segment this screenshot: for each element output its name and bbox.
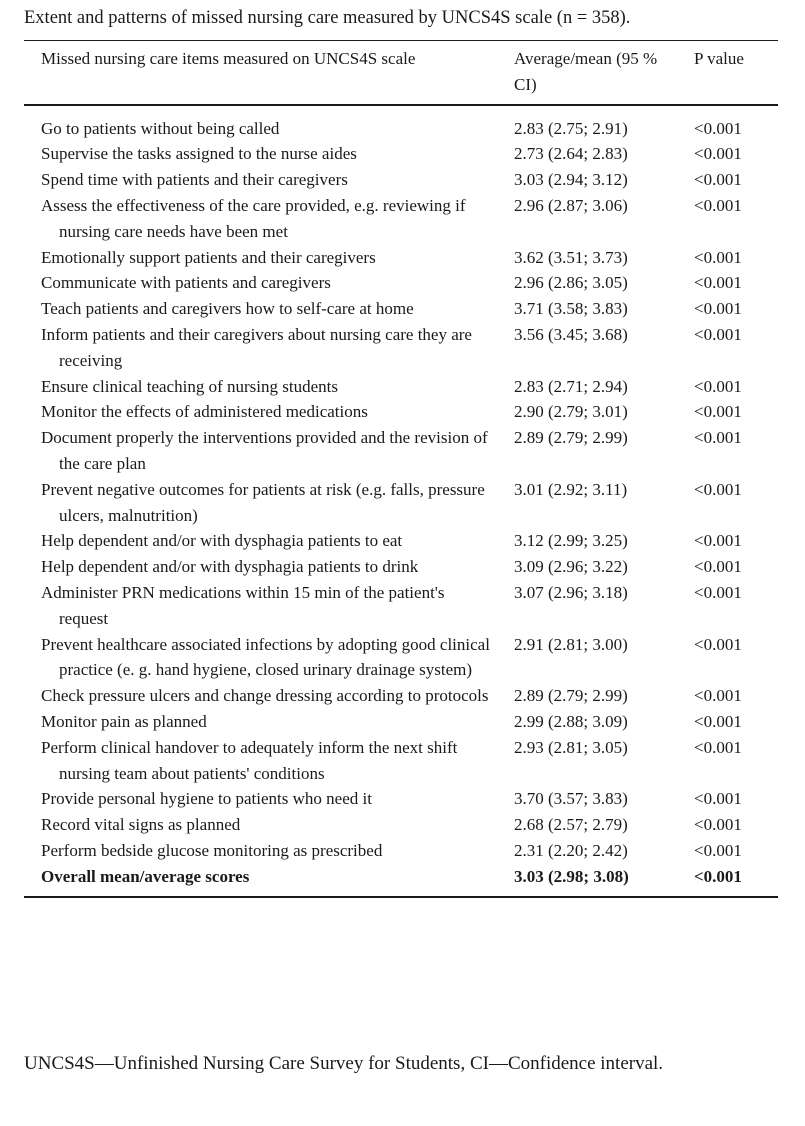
row-mean: 2.99 (2.88; 3.09) (514, 711, 628, 731)
row-mean: 2.93 (2.81; 3.05) (514, 737, 628, 757)
row-p-value: <0.001 (694, 531, 742, 551)
row-p-value: <0.001 (694, 479, 742, 499)
row-p-value: <0.001 (694, 195, 742, 215)
row-mean: 2.96 (2.86; 3.05) (514, 273, 628, 293)
row-mean: 3.03 (2.94; 3.12) (514, 170, 628, 190)
row-mean: 2.68 (2.57; 2.79) (514, 815, 628, 835)
row-item: Inform patients and their caregivers about nursing care they are receiving (41, 324, 472, 370)
table-row (24, 683, 778, 709)
row-mean: 2.96 (2.87; 3.06) (514, 195, 628, 215)
table-row (24, 709, 778, 735)
header-p-value: P value (694, 49, 744, 68)
row-mean: 3.62 (3.51; 3.73) (514, 247, 628, 267)
row-p-value: <0.001 (694, 402, 742, 422)
row-p-value: <0.001 (694, 634, 742, 654)
row-mean: 2.91 (2.81; 3.00) (514, 634, 628, 654)
row-p-value: <0.001 (694, 170, 742, 190)
table-row (24, 735, 778, 787)
table-row (24, 812, 778, 838)
row-item: Help dependent and/or with dysphagia patients to eat (41, 531, 403, 551)
row-item: Go to patients without being called (41, 118, 280, 138)
table-row (24, 270, 778, 296)
row-p-value: <0.001 (694, 789, 742, 809)
overall-p-value: <0.001 (694, 866, 742, 886)
row-item: Spend time with patients and their caregivers (41, 170, 348, 190)
row-p-value: <0.001 (694, 737, 742, 757)
row-mean: 3.56 (3.45; 3.68) (514, 324, 628, 344)
table-row (24, 425, 778, 477)
row-mean: 2.73 (2.64; 2.83) (514, 144, 628, 164)
row-mean: 3.01 (2.92; 3.11) (514, 479, 628, 499)
row-mean: 3.70 (3.57; 3.83) (514, 789, 628, 809)
table-body (24, 106, 778, 864)
row-p-value: <0.001 (694, 376, 742, 396)
row-p-value: <0.001 (694, 840, 742, 860)
row-p-value: <0.001 (694, 557, 742, 577)
row-mean: 2.90 (2.79; 3.01) (514, 402, 628, 422)
table-row (24, 296, 778, 322)
row-item: Check pressure ulcers and change dressing according to protocols (41, 686, 489, 706)
row-p-value: <0.001 (694, 299, 742, 319)
row-item: Prevent negative outcomes for patients at risk (e.g. falls, pressure ulcers, malnutrition) (41, 479, 485, 525)
table-row (24, 399, 778, 425)
row-item: Help dependent and/or with dysphagia patients to drink (41, 557, 419, 577)
header-item: Missed nursing care items measured on UNCS4S scale (41, 49, 416, 68)
overall-mean: 3.03 (2.98; 3.08) (514, 866, 629, 886)
row-mean: 3.09 (2.96; 3.22) (514, 557, 628, 577)
row-item: Administer PRN medications within 15 min of the patient's request (41, 582, 445, 628)
table-header-row (24, 41, 778, 105)
row-mean: 3.12 (2.99; 3.25) (514, 531, 628, 551)
row-item: Assess the effectiveness of the care provided, e.g. reviewing if nursing care needs have been met (41, 195, 466, 241)
row-p-value: <0.001 (694, 273, 742, 293)
row-item: Perform clinical handover to adequately inform the next shift nursing team about patients' conditions (41, 737, 458, 783)
row-mean: 2.83 (2.75; 2.91) (514, 118, 628, 138)
table-row (24, 838, 778, 864)
row-mean: 2.31 (2.20; 2.42) (514, 840, 628, 860)
row-p-value: <0.001 (694, 686, 742, 706)
row-item: Monitor the effects of administered medications (41, 402, 368, 422)
table-row (24, 554, 778, 580)
overall-item: Overall mean/average scores (41, 866, 250, 886)
row-p-value: <0.001 (694, 118, 742, 138)
row-mean: 2.83 (2.71; 2.94) (514, 376, 628, 396)
table-footnote: UNCS4S—Unfinished Nursing Care Survey for Students, CI—Confidence interval. (24, 1053, 664, 1074)
table-row (24, 786, 778, 812)
row-p-value: <0.001 (694, 711, 742, 731)
row-p-value: <0.001 (694, 428, 742, 448)
row-p-value: <0.001 (694, 815, 742, 835)
table-bottom-rule (24, 896, 778, 898)
row-mean: 3.71 (3.58; 3.83) (514, 299, 628, 319)
row-item: Monitor pain as planned (41, 711, 207, 731)
row-mean: 2.89 (2.79; 2.99) (514, 428, 628, 448)
row-item: Prevent healthcare associated infections by adopting good clinical practice (e. g. hand hygiene, closed urinary drainage system) (41, 634, 490, 680)
row-item: Document properly the interventions provided and the revision of the care plan (41, 428, 488, 473)
table-row (24, 632, 778, 684)
row-item: Ensure clinical teaching of nursing students (41, 376, 338, 396)
table-row (24, 374, 778, 400)
table-row (24, 477, 778, 529)
row-item: Teach patients and caregivers how to self-care at home (41, 299, 414, 319)
row-item: Provide personal hygiene to patients who need it (41, 789, 372, 809)
table-row-overall (24, 864, 778, 896)
table-row (24, 167, 778, 193)
table-row (24, 193, 778, 245)
row-item: Record vital signs as planned (41, 815, 241, 835)
row-p-value: <0.001 (694, 247, 742, 267)
row-mean: 2.89 (2.79; 2.99) (514, 686, 628, 706)
table-row (24, 580, 778, 632)
results-table (24, 40, 778, 898)
row-item: Supervise the tasks assigned to the nurse aides (41, 144, 357, 164)
row-mean: 3.07 (2.96; 3.18) (514, 582, 628, 602)
row-p-value: <0.001 (694, 324, 742, 344)
table-row (24, 245, 778, 271)
table-row (24, 322, 778, 374)
header-mean: Average/mean (95 % CI) (514, 49, 658, 94)
row-p-value: <0.001 (694, 144, 742, 164)
table-row (24, 141, 778, 167)
row-item: Communicate with patients and caregivers (41, 273, 331, 293)
row-p-value: <0.001 (694, 582, 742, 602)
table-row (24, 106, 778, 142)
row-item: Perform bedside glucose monitoring as prescribed (41, 840, 383, 860)
table-caption: Extent and patterns of missed nursing care measured by UNCS4S scale (n = 358). (24, 8, 631, 28)
row-item: Emotionally support patients and their caregivers (41, 247, 376, 267)
table-row (24, 528, 778, 554)
